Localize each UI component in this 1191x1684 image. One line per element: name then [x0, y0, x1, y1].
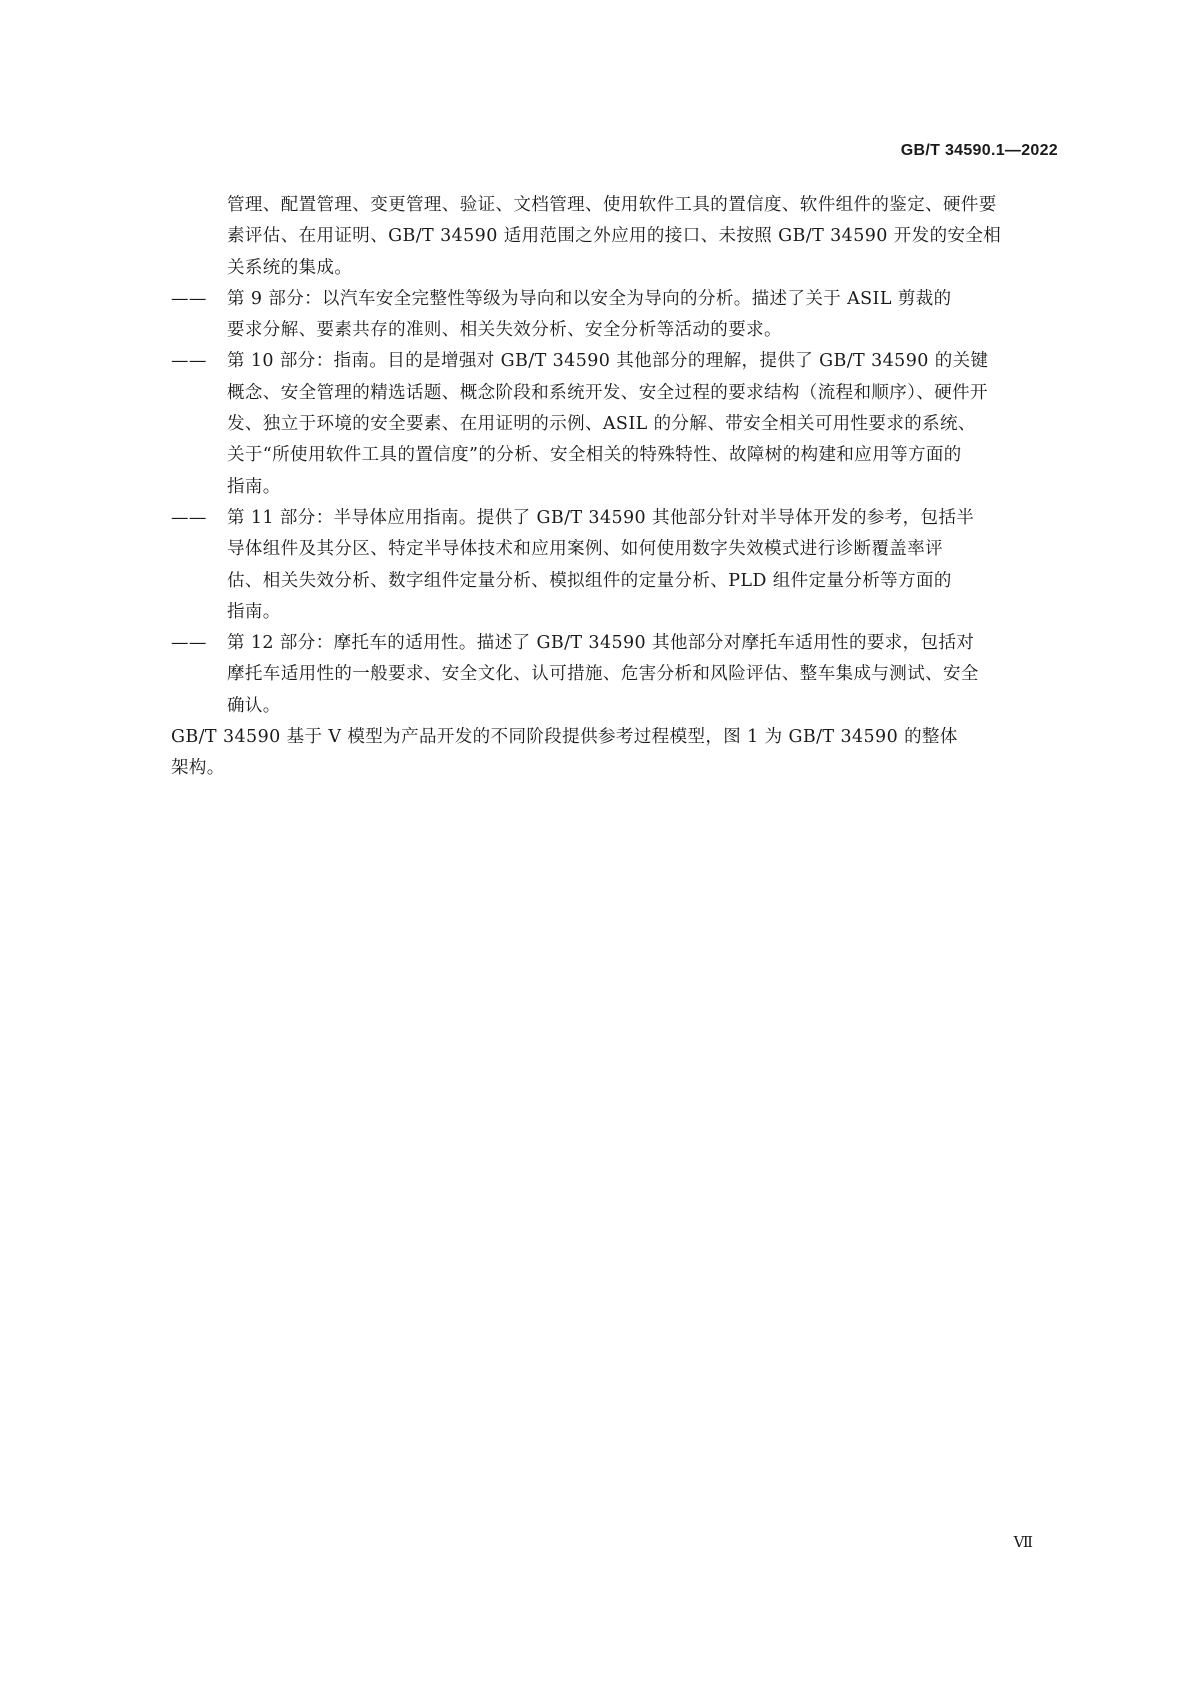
item-first-line: 第 10 部分：指南。目的是增强对 GB/T 34590 其他部分的理解，提供了 GB/T 34590 的关键 — [227, 351, 989, 372]
text-line: 要求分解、要素共存的准则、相关失效分析、安全分析等活动的要求。 — [227, 320, 782, 341]
text-line: 估、相关失效分析、数字组件定量分析、模拟组件的定量分析、PLD 组件定量分析等方面的 — [227, 570, 952, 591]
item-first-line: 第 11 部分：半导体应用指南。提供了 GB/T 34590 其他部分针对半导体开发的参考，包括半 — [227, 507, 975, 528]
text-line: GB/T 34590 基于 V 模型为产品开发的不同阶段提供参考过程模型，图 1 为 GB/T 34590 的整体 — [171, 727, 958, 748]
text-line: 确认。 — [227, 695, 281, 716]
continuation-paragraph — [171, 190, 1059, 284]
closing-paragraph — [171, 722, 1059, 785]
text-line: 管理、配置管理、变更管理、验证、文档管理、使用软件工具的置信度、软件组件的鉴定、硬件要 — [227, 195, 997, 215]
standard-number-header: GB/T 34590.1—2022 — [900, 142, 1058, 159]
dash-marker: —— — [171, 288, 207, 309]
text-line: 指南。 — [227, 601, 281, 622]
list-item-part-11 — [171, 503, 1059, 628]
page-body — [171, 190, 1059, 785]
text-line: 概念、安全管理的精选话题、概念阶段和系统开发、安全过程的要求结构（流程和顺序）、硬件开 — [227, 382, 988, 403]
text-line: 发、独立于环境的安全要素、在用证明的示例、ASIL 的分解、带安全相关可用性要求的系统、 — [227, 414, 976, 435]
dash-marker: —— — [171, 633, 207, 654]
text-line: 关系统的集成。 — [227, 257, 353, 278]
item-first-line: 第 9 部分：以汽车安全完整性等级为导向和以安全为导向的分析。描述了关于 ASIL 剪裁的 — [227, 288, 952, 309]
text-line: 关于“所使用软件工具的置信度”的分析、安全相关的特殊特性、故障树的构建和应用等方面的 — [227, 445, 962, 466]
text-line: 摩托车适用性的一般要求、安全文化、认可措施、危害分析和风险评估、整车集成与测试、安全 — [227, 664, 979, 685]
item-first-line: 第 12 部分：摩托车的适用性。描述了 GB/T 34590 其他部分对摩托车适用性的要求，包括对 — [227, 633, 975, 654]
dash-marker: —— — [171, 507, 207, 528]
list-item-part-10 — [171, 346, 1059, 502]
dash-marker: —— — [171, 351, 207, 372]
page-number: Ⅶ — [1013, 1533, 1033, 1551]
text-line: 素评估、在用证明、GB/T 34590 适用范围之外应用的接口、未按照 GB/T 34590 开发的安全相 — [227, 226, 1002, 247]
list-item-part-12 — [171, 628, 1059, 722]
text-line: 指南。 — [227, 476, 281, 497]
text-line: 架构。 — [171, 758, 225, 779]
list-item-part-9 — [171, 284, 1059, 347]
text-line: 导体组件及其分区、特定半导体技术和应用案例、如何使用数字失效模式进行诊断覆盖率评 — [227, 539, 943, 560]
